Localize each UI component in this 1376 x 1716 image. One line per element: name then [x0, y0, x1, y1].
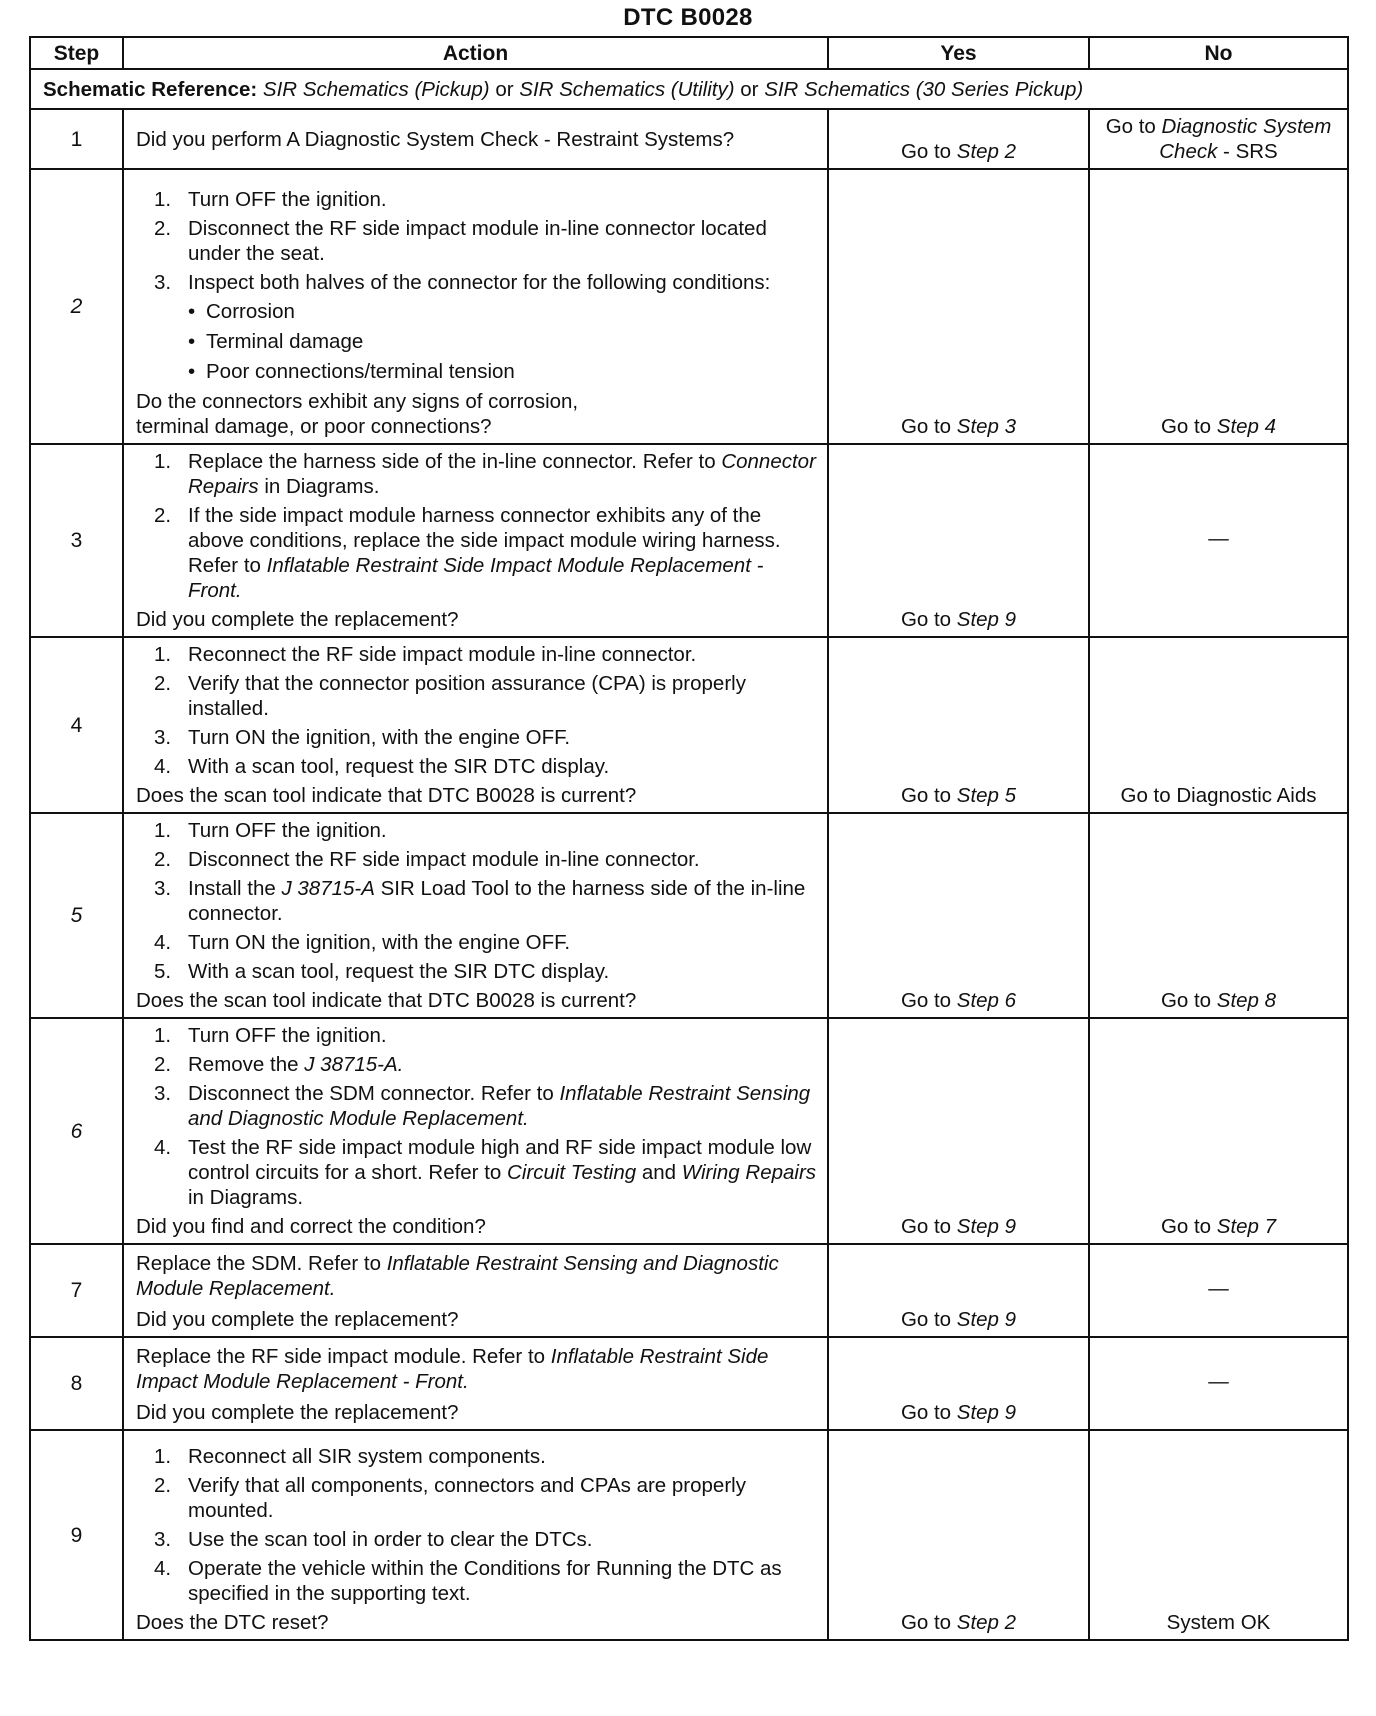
action-cell [123, 169, 828, 444]
yes-cell: Go to Step 5 [828, 637, 1089, 813]
list-item: 4. Turn ON the ignition, with the engine OFF. [154, 931, 571, 954]
yes-cell: Go to Step 9 [828, 1337, 1089, 1430]
yes-link[interactable]: Step 2 [956, 140, 1017, 163]
table-row [30, 637, 1348, 813]
no-cell: — [1089, 1244, 1348, 1337]
list-item: 2. Disconnect the RF side impact module in-line connector. [154, 848, 700, 871]
yes-link[interactable]: Step 5 [956, 784, 1017, 807]
schematic-reference [30, 69, 1348, 109]
goto-prefix: Go to [1105, 115, 1156, 138]
list-item: 4. Operate the vehicle within the Conditions for Running the DTC as specified in the supporting text. [154, 1557, 782, 1605]
diagnostic-aids-link[interactable]: Go to Diagnostic Aids [1120, 784, 1317, 807]
action-list [136, 1023, 817, 1210]
question: Does the DTC reset? [136, 1611, 329, 1634]
yes-link[interactable]: Step 3 [956, 415, 1017, 438]
list-item: 3. Turn ON the ignition, with the engine OFF. [154, 726, 571, 749]
list-item: 1. Replace the harness side of the in-line connector. Refer to Connector Repairs in Diagrams. [154, 450, 816, 498]
step-number: 9 [30, 1430, 123, 1640]
table-row [30, 109, 1348, 169]
action-text: Replace the SDM. Refer to Inflatable Restraint Sensing and Diagnostic Module Replacement. [136, 1252, 779, 1300]
list-item: 1. Turn OFF the ignition. [154, 1024, 387, 1047]
yes-cell: Go to Step 3 [828, 169, 1089, 444]
step-number: 7 [30, 1244, 123, 1337]
yes-link[interactable]: Step 6 [956, 989, 1017, 1012]
header-no: No [1089, 37, 1348, 69]
header-yes: Yes [828, 37, 1089, 69]
action-list [136, 642, 817, 779]
or-text: or [495, 77, 514, 101]
header-row [30, 37, 1348, 69]
header-step: Step [30, 37, 123, 69]
page-title: DTC B0028 [623, 4, 753, 31]
no-cell: Go to Step 8 [1089, 813, 1348, 1018]
action-list [136, 449, 817, 603]
action-list [136, 1444, 817, 1606]
no-cell: Go to Step 7 [1089, 1018, 1348, 1244]
no-link[interactable]: Diagnostic System Check [1159, 115, 1332, 163]
action-cell [123, 1337, 828, 1430]
no-cell [1089, 1430, 1348, 1640]
table-row [30, 1244, 1348, 1337]
question: Did you complete the replacement? [136, 1308, 459, 1331]
action-cell [123, 813, 828, 1018]
step-number: 6 [30, 1018, 123, 1244]
no-cell: — [1089, 1337, 1348, 1430]
question: Did you complete the replacement? [136, 1401, 459, 1424]
bullet-item: • Poor connections/terminal tension [170, 359, 817, 384]
yes-cell: Go to Step 9 [828, 1244, 1089, 1337]
question: Does the scan tool indicate that DTC B0028 is current? [136, 784, 637, 807]
no-suffix: - SRS [1217, 140, 1278, 163]
tool-reference: J 38715-A. [304, 1053, 404, 1076]
question: Do the connectors exhibit any signs of corrosion, terminal damage, or poor connections? [136, 390, 579, 438]
side-impact-replacement-link[interactable]: Inflatable Restraint Side Impact Module Replacement - Front. [136, 1345, 769, 1393]
action-list [136, 818, 817, 984]
side-impact-replacement-link[interactable]: Inflatable Restraint Side Impact Module Replacement - Front. [188, 554, 764, 602]
condition-list [188, 299, 817, 384]
schematic-label: Schematic Reference: [43, 77, 258, 101]
no-cell: — [1089, 444, 1348, 637]
no-link[interactable]: Step 4 [1216, 415, 1277, 438]
diagnostic-table [29, 36, 1349, 1641]
wiring-repairs-link[interactable]: Wiring Repairs [681, 1161, 817, 1184]
table-row [30, 444, 1348, 637]
schematic-reference-row [30, 69, 1348, 109]
list-item: 1. Reconnect all SIR system components. [154, 1445, 546, 1468]
no-link[interactable]: Step 7 [1216, 1215, 1277, 1238]
yes-link[interactable]: Step 9 [956, 1308, 1017, 1331]
connector-repairs-link[interactable]: Connector Repairs [188, 450, 816, 498]
table-row [30, 1337, 1348, 1430]
step-number: 5 [30, 813, 123, 1018]
bullet-item: • Terminal damage [170, 329, 817, 354]
list-item: 3. Disconnect the SDM connector. Refer to Inflatable Restraint Sensing and Diagnostic Module Replacement. [154, 1082, 811, 1130]
question: Did you complete the replacement? [136, 608, 459, 631]
action-list [136, 187, 817, 384]
list-item: 3. Use the scan tool in order to clear the DTCs. [154, 1528, 593, 1551]
step-number: 2 [30, 169, 123, 444]
list-item: 2. If the side impact module harness connector exhibits any of the above conditions, replace the side impact module wiring harness. Refer to Inflatable Restraint Side Impact Module Replacement - Front. [154, 504, 781, 602]
step-number: 3 [30, 444, 123, 637]
schematic-ref-utility[interactable]: SIR Schematics (Utility) [519, 77, 735, 101]
no-cell [1089, 637, 1348, 813]
system-ok-text: System OK [1166, 1611, 1271, 1634]
no-link[interactable]: Step 8 [1216, 989, 1277, 1012]
list-item: 2. Remove the J 38715-A. [154, 1053, 404, 1076]
action-text: Replace the RF side impact module. Refer to Inflatable Restraint Side Impact Module Replacement - Front. [136, 1345, 769, 1393]
sdm-replacement-link[interactable]: Inflatable Restraint Sensing and Diagnostic Module Replacement. [188, 1082, 811, 1130]
yes-link[interactable]: Step 9 [956, 1401, 1017, 1424]
or-text: or [740, 77, 759, 101]
action-cell [123, 444, 828, 637]
yes-cell: Go to Step 9 [828, 1018, 1089, 1244]
question: Does the scan tool indicate that DTC B0028 is current? [136, 989, 637, 1012]
list-item: 5. With a scan tool, request the SIR DTC display. [154, 960, 610, 983]
tool-reference: J 38715-A [281, 877, 375, 900]
list-item: 2. Disconnect the RF side impact module in-line connector located under the seat. [154, 217, 767, 265]
list-item: 4. With a scan tool, request the SIR DTC display. [154, 755, 610, 778]
yes-cell: Go to Step 6 [828, 813, 1089, 1018]
yes-cell: Go to Step 2 [828, 1430, 1089, 1640]
no-cell: Go to Step 4 [1089, 169, 1348, 444]
step-number: 8 [30, 1337, 123, 1430]
yes-link[interactable]: Step 9 [956, 1215, 1017, 1238]
question: Did you find and correct the condition? [136, 1215, 486, 1238]
yes-link[interactable]: Step 2 [956, 1611, 1017, 1634]
yes-link[interactable]: Step 9 [956, 608, 1017, 631]
list-item: 2. Verify that the connector position assurance (CPA) is properly installed. [154, 672, 746, 720]
list-item: 3. Inspect both halves of the connector for the following conditions: • Corrosion • Terminal damage • Poor connections/terminal tension [136, 270, 817, 384]
list-item: 2. Verify that all components, connectors and CPAs are properly mounted. [154, 1474, 746, 1522]
no-cell [1089, 109, 1348, 169]
list-item: 3. Install the J 38715-A SIR Load Tool to the harness side of the in-line connector. [154, 877, 806, 925]
goto-prefix: Go to [900, 140, 952, 163]
list-item: 1. Turn OFF the ignition. [154, 188, 387, 211]
table-row [30, 813, 1348, 1018]
schematic-ref-pickup[interactable]: SIR Schematics (Pickup) [262, 77, 490, 101]
action-cell [123, 109, 828, 169]
sdm-replacement-link[interactable]: Inflatable Restraint Sensing and Diagnostic Module Replacement. [136, 1252, 779, 1300]
header-action: Action [123, 37, 828, 69]
circuit-testing-link[interactable]: Circuit Testing [507, 1161, 637, 1184]
bullet-item: • Corrosion [170, 299, 817, 324]
action-cell [123, 637, 828, 813]
table-row [30, 1018, 1348, 1244]
action-cell [123, 1244, 828, 1337]
list-item: 4. Test the RF side impact module high and RF side impact module low control circuits for a short. Refer to Circuit Testing and Wiring Repairs in Diagrams. [154, 1136, 817, 1209]
step-number: 1 [30, 109, 123, 169]
step-number: 4 [30, 637, 123, 813]
action-cell [123, 1018, 828, 1244]
yes-cell: Go to Step 9 [828, 444, 1089, 637]
yes-cell [828, 109, 1089, 169]
question: Did you perform A Diagnostic System Check - Restraint Systems? [136, 127, 735, 151]
list-item: 1. Reconnect the RF side impact module in-line connector. [154, 643, 697, 666]
table-row [30, 169, 1348, 444]
list-item: 1. Turn OFF the ignition. [154, 819, 387, 842]
schematic-ref-30-series[interactable]: SIR Schematics (30 Series Pickup) [764, 77, 1084, 101]
action-cell [123, 1430, 828, 1640]
table-row [30, 1430, 1348, 1640]
